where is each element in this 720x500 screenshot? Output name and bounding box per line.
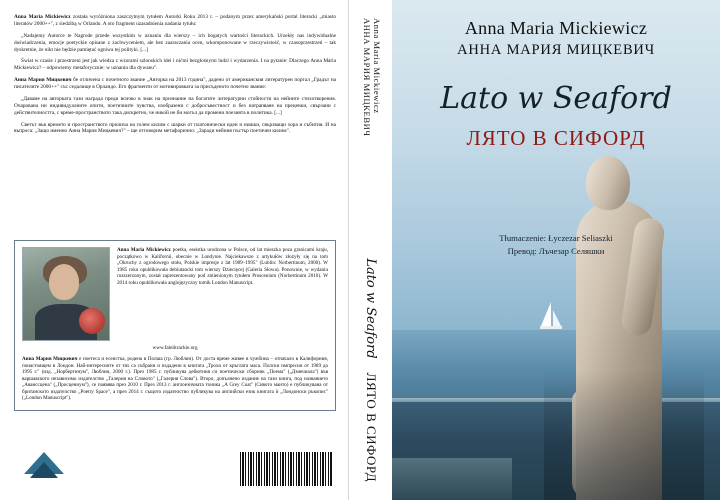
bio-lead-bg: Анна Мария Мицкевич xyxy=(22,356,78,362)
spine-content xyxy=(349,0,393,500)
translator-bg: Превод: Лъчезар Селяшки xyxy=(507,245,605,256)
front-cover xyxy=(392,0,720,500)
author-photo xyxy=(22,247,110,341)
blurb-paragraph xyxy=(14,14,336,28)
blurb-lead-pl: Anna Maria Mickiewicz xyxy=(14,14,71,20)
back-cover-blurb xyxy=(14,14,336,135)
blurb-body: „Даваме на авторката тази награда преди всичко в знак на признание на богатите литературни стойности на нейните стихотворения. Очарована ни индивидуалните опити, поетичните чувства, изобразени с добросъвестност и без натрапване на преценки, свързани с действителността, с време-пространството така дискретно, че никой не би могъл да промени поезията в политика. [...] xyxy=(14,95,336,116)
author-bio-bg xyxy=(22,356,328,402)
blurb-body: бе отличена с почетното звание „Авторка на 2013 година", дадено от американския литературен портал „Градът на писателите 2000++" със седалище в Орландо. Ето фрагменти от мотивировката за присъденото почетно звание: xyxy=(14,77,337,90)
blurb-lead-bg: Анна Мария Мицкевич xyxy=(14,77,72,84)
back-cover xyxy=(0,0,348,500)
blurb-paragraph xyxy=(14,33,336,54)
blurb-body: została wyróżniona zaszczytnym tytułem Autorki Roku 2013 r. – podanym przez amerykański portal literacki „miasto literatów 2000++", z siedzibą w Orlando. A oto fragment uzasadnienia nadania tytułu: xyxy=(14,14,336,27)
blurb-paragraph xyxy=(14,58,336,72)
spine-title-ru: ЛЯТО В СИФОРД xyxy=(364,372,379,482)
translator-pl: Tłumaczenie: Łyczezar Seliaszki xyxy=(499,233,613,243)
spine-author-ru: АННА МАРИЯ МИЦКЕВИЧ xyxy=(362,18,372,137)
isbn-barcode xyxy=(240,452,332,486)
front-title-ru: ЛЯТО В СИФОРД xyxy=(466,126,646,150)
blurb-paragraph xyxy=(14,96,336,117)
cover-stone-ledge xyxy=(392,458,512,500)
statue-shadow xyxy=(544,370,704,500)
statue-figure xyxy=(524,140,714,500)
photo-flower xyxy=(79,308,105,334)
translator-credit xyxy=(392,232,720,258)
bio-body-bg: е поетеса и есеистка, родена в Полша (гр. Люблин). От доста време живее в чужбина – отначало в Калифорния, понастоящем в Лондон. Най-интересните от тях са събрани и издадени в книгата „Трохи от кръглата маса. Полски импресии от 1989 до 1995 г." (изд. „Норбертинум", Люблин, 2000 г.). През 1985 г. публикува дебютния си поетически сборник „Поема" („Дзиечнала") във варшавското независимо издателство „Галерия на Словото" („Галерия Слова"). Второ, допълнено издание на тази книга, под названието „Аванссцена" („Просцениум"), се появява през 2010 г. През 2013 г. англоезичната тоника „A Grey Coat" (Сивото манто) е публикувана от британското издателство „Poetry Space", а през 2014 г. същото издателство публикува на английски език книгата ѝ „Лондонски ръкопис" („London Manuscript"). xyxy=(22,356,328,402)
statue-head xyxy=(586,156,630,210)
spine-author-block xyxy=(361,18,381,136)
photo-figure-face xyxy=(49,264,79,300)
author-bio-pl xyxy=(117,247,328,341)
front-title-en: Lato w Seaford xyxy=(440,81,672,116)
blurb-body: Светът във времето и пространството прилича на голем килим с шарки от платонически идеи и нишки, свързващи хора и събития. И на въпроса: „Защо именно Анна Мария Мицкевич?" – ще отговорим метафорично: „Заради нейния пъстър поетичен килим". xyxy=(14,121,336,135)
blurb-paragraph xyxy=(14,77,336,91)
bio-lead-pl: Anna Maria Mickiewicz xyxy=(117,247,171,253)
author-bio-top xyxy=(22,247,328,341)
spine-title-en: Lato w Seaford xyxy=(363,258,379,359)
publisher-logo-icon xyxy=(20,444,68,484)
spine-author-en: Anna Maria Mickiewicz xyxy=(371,18,382,114)
book-spine xyxy=(348,0,394,500)
front-author-ru: АННА МАРИЯ МИЦКЕВИЧ xyxy=(457,42,655,58)
author-website[interactable]: www.falelitrackie.org xyxy=(152,345,198,351)
blurb-body: Świat w czasie i przestrzeni jest jak wiedza z wzorami szlonskich idei i nićmi bezgłośnymi ludzi i wydarzenia. I na pytanie: Dlaczego Anna Maria Mickiewicz? – odpowiemy metaforycznie: w uznaniu dla dywanu". xyxy=(14,58,336,72)
spine-title-block xyxy=(363,258,379,482)
front-cover-titles xyxy=(392,0,720,151)
author-bio-box xyxy=(14,240,336,411)
blurb-paragraph xyxy=(14,122,336,136)
blurb-body: „Nadajemy Autorce te Nagrode przede wszystkim w uznaniu dla wierszy – ich bogatych wartości literackich. Urzekły nas indywidualne doświadczenia, emocje poetyckie opisane z zachwyceniem, ale bez zaaraczania ocen, wkomponowane w rzeczywistość, w czasoprzestrzeń – tak dyskretnie, że nikt nie będzie pamiętać ogniwa tej polityki. [...] xyxy=(14,32,336,53)
front-author-en: Anna Maria Mickiewicz xyxy=(464,18,648,38)
bio-body-pl: poetka, eseistka urodzona w Polsce, od lat mieszka poza granicami kraju, początkowo w Kalifornii, obecnie w Londynie. Najciekawsze z artykułów złożyły się na tom „Okruchy z ogrodowego stołu, Polskie impresje z lat 1989–1995" (Lublin: Norbertinum, 2000). W 1985 roku opublikowała debiutancki tom wierszy Dziecięcej (Galeria Słowa). Ponownie, w wydaniu rozszerzonym, został zaprezentowany pod zmienionym tytułem Proscenium (Norbertinum 2010). W 2014 roku opublikowała anglojęzyczny tomik London Manuscript. xyxy=(117,247,329,286)
